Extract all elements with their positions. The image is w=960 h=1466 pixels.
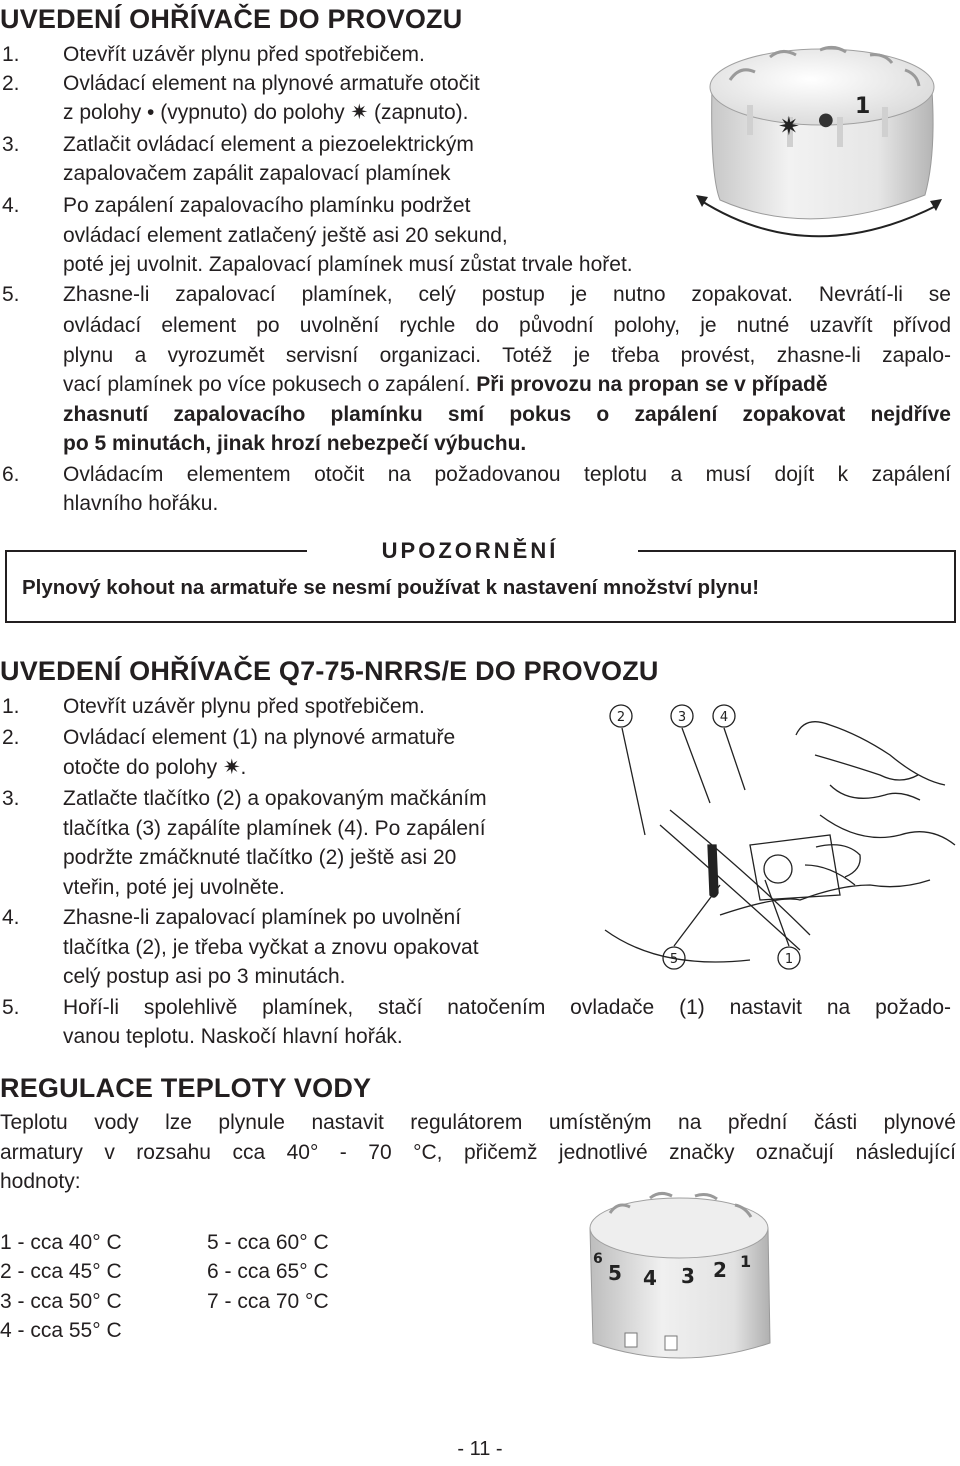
paragraph-line: armatury v rozsahu cca 40° - 70 °C, přičemž jednotlivé značky označují následující (0, 1141, 956, 1164)
warning-box (5, 551, 956, 623)
list-item: zapalovačem zapálit zapalovací plamínek (63, 162, 451, 185)
callout-label: 4 (719, 710, 729, 725)
list-item: poté jej uvolnit. Zapalovací plamínek musí zůstat trvale hořet. (63, 253, 633, 276)
knob-mark: 3 (681, 1264, 695, 1288)
list-item: Zatlačit ovládací element a piezoelektrickým (63, 133, 474, 156)
ignition-procedure-illustration (600, 695, 960, 980)
list-item: ovládací element po uvolnění rychle do původní polohy, je nutné uzavřít přívod (63, 314, 951, 337)
temperature-value: 7 - cca 70 °C (207, 1290, 329, 1313)
list-item: plynu a vyrozumět servisní organizaci. Totéž je třeba provést, zhasne-li zapalo- (63, 344, 951, 367)
list-item: Zhasne-li zapalovací plamínek, celý postup je nutno zopakovat. Nevrátí-li se (63, 283, 951, 306)
knob-mark: 2 (713, 1258, 727, 1282)
list-item: z polohy • (vypnuto) do polohy ✷ (zapnuto). (63, 101, 469, 124)
list-number: 6. (2, 463, 20, 486)
callout-label: 1 (784, 952, 794, 967)
list-number: 5. (2, 996, 20, 1019)
knob-mark: 4 (643, 1266, 657, 1290)
temperature-value: 3 - cca 50° C (0, 1290, 122, 1313)
list-number: 1. (2, 695, 20, 718)
list-item: otočte do polohy ✷. (63, 756, 247, 779)
warning-title: UPOZORNĚNÍ (381, 538, 559, 563)
temperature-value: 4 - cca 55° C (0, 1319, 122, 1342)
list-number: 2. (2, 726, 20, 749)
list-item: Hoří-li spolehlivě plamínek, stačí natočením ovladače (1) nastavit na požado- (63, 996, 951, 1019)
callout-label: 2 (616, 710, 626, 725)
knob-mark: 6 (593, 1251, 603, 1267)
list-item: celý postup asi po 3 minutách. (63, 965, 346, 988)
list-item: Otevřít uzávěr plynu před spotřebičem. (63, 695, 425, 718)
list-number: 3. (2, 133, 20, 156)
temperature-value: 5 - cca 60° C (207, 1231, 329, 1254)
paragraph-line: hodnoty: (0, 1170, 81, 1193)
list-number: 3. (2, 787, 20, 810)
list-item: tlačítka (2), je třeba vyčkat a znovu opakovat (63, 936, 479, 959)
temperature-value: 1 - cca 40° C (0, 1231, 122, 1254)
callout-label: 5 (669, 952, 679, 967)
list-item: tlačítka (3) zapálíte plamínek (4). Po zapálení (63, 817, 486, 840)
propane-warning-text: Při provozu na propan se v případě (476, 373, 828, 396)
page-number: - 11 - (457, 1438, 503, 1460)
knob-mark: 5 (608, 1261, 622, 1285)
star-icon: ✷ (778, 112, 800, 142)
list-number: 1. (2, 43, 20, 66)
list-item: podržte zmáčknuté tlačítko (2) ještě asi 20 (63, 846, 457, 869)
list-item: ovládací element zatlačený ještě asi 20 sekund, (63, 224, 508, 247)
list-item: Ovládacím elementem otočit na požadovanou teplotu a musí dojít k zapálení (63, 463, 951, 486)
list-item: vanou teplotu. Naskočí hlavní hořák. (63, 1025, 403, 1048)
list-number: 2. (2, 72, 20, 95)
warning-text: Plynový kohout na armatuře se nesmí používat k nastavení množství plynu! (22, 576, 760, 599)
svg-text:1: 1 (855, 94, 871, 119)
section-title-startup: UVEDENÍ OHŘÍVAČE DO PROVOZU (0, 4, 463, 34)
list-item: Ovládací element (1) na plynové armatuře (63, 726, 456, 749)
list-item: Po zapálení zapalovacího plamínku podržet (63, 194, 471, 217)
list-item-text: vací plamínek po více pokusech o zapálení. (63, 373, 471, 396)
knob-mark: 1 (740, 1252, 752, 1271)
list-number: 4. (2, 194, 20, 217)
temperature-knob-illustration (585, 1183, 775, 1368)
list-item: hlavního hořáku. (63, 492, 219, 515)
list-item: Ovládací element na plynové armatuře otočit (63, 72, 480, 95)
temperature-value: 2 - cca 45° C (0, 1260, 122, 1283)
propane-warning-text: po 5 minutách, jinak hrozí nebezpečí výbuchu. (63, 432, 527, 455)
list-item: Zatlačte tlačítko (2) a opakovaným mačkáním (63, 787, 487, 810)
temperature-value: 6 - cca 65° C (207, 1260, 329, 1283)
dot-icon: ● (818, 109, 834, 130)
control-knob-illustration (690, 35, 955, 280)
section-title-q7-startup: UVEDENÍ OHŘÍVAČE Q7-75-NRRS/E DO PROVOZU (0, 656, 659, 686)
list-item: Otevřít uzávěr plynu před spotřebičem. (63, 43, 425, 66)
section-title-temperature: REGULACE TEPLOTY VODY (0, 1073, 372, 1103)
propane-warning-text: zhasnutí zapalovacího plamínku smí pokus o zapálení zopakovat nejdříve (63, 403, 951, 426)
list-item: vteřin, poté jej uvolněte. (63, 876, 285, 899)
list-number: 4. (2, 906, 20, 929)
list-item: Zhasne-li zapalovací plamínek po uvolnění (63, 906, 462, 929)
list-number: 5. (2, 283, 20, 306)
callout-label: 3 (677, 710, 687, 725)
list-item (63, 370, 828, 399)
paragraph-line: Teplotu vody lze plynule nastavit regulátorem umístěným na přední části plynové (0, 1111, 956, 1134)
